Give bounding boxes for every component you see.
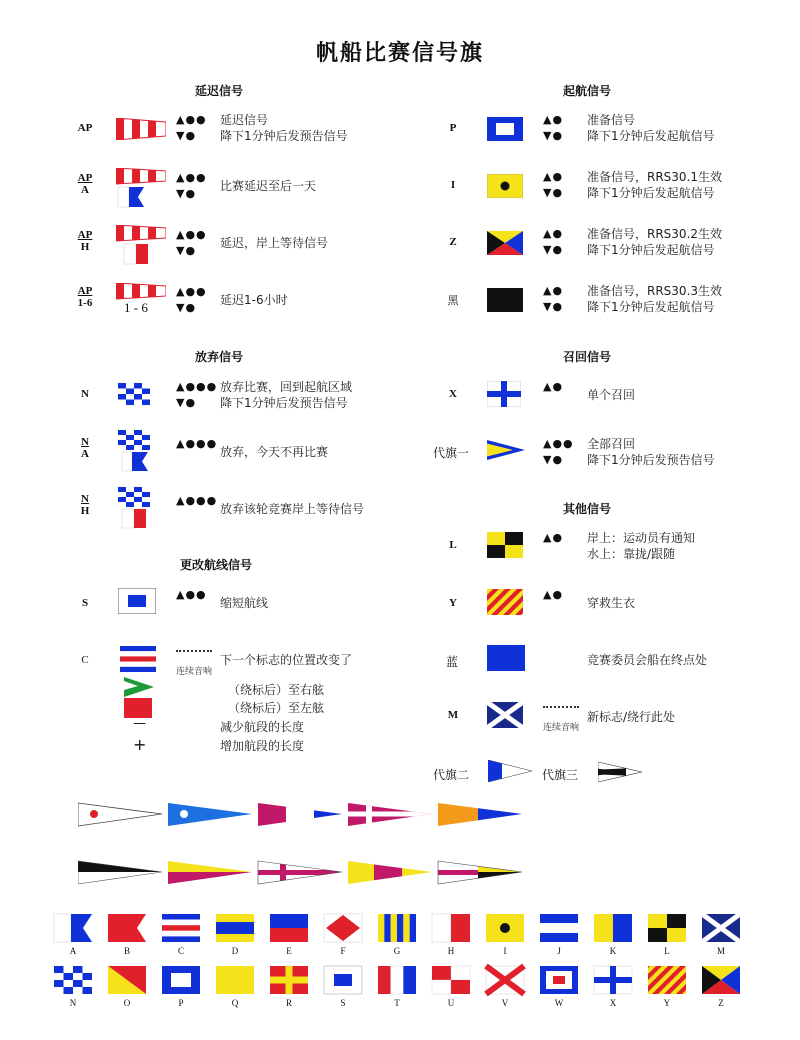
signal-description: （绕标后）至右舷 xyxy=(228,683,325,697)
blue-flag xyxy=(487,645,525,671)
first-substitute-flag xyxy=(487,440,525,460)
flag-l xyxy=(648,914,686,942)
black-flag xyxy=(487,288,523,312)
signal-description: 准备信号，RRS30.3生效 降下1分钟后发起航信号 xyxy=(587,284,723,314)
flag-w xyxy=(540,966,578,994)
sound-signal: ▲● ▼● xyxy=(543,113,564,142)
p-flag xyxy=(487,117,523,141)
flag-label: L xyxy=(664,946,670,956)
flag-i xyxy=(486,914,524,942)
signal-description: 比赛延迟至后一天 xyxy=(220,179,317,193)
c-flag xyxy=(120,646,156,672)
section-other-heading: 其他信号 xyxy=(563,502,612,516)
flag-c xyxy=(162,914,200,942)
sound-signal: ▲●● ▼● xyxy=(543,437,574,466)
flag-label: A xyxy=(69,946,77,956)
flag-h xyxy=(432,914,470,942)
flag-label: O xyxy=(123,998,131,1008)
signal-description: 新标志/绕行此处 xyxy=(587,710,676,724)
flag-k xyxy=(594,914,632,942)
continuous-sound-label: 连续音响 xyxy=(176,667,213,677)
signal-description: 岸上：运动员有通知 水上：靠拢/跟随 xyxy=(587,531,696,561)
signal-description: 单个召回 xyxy=(587,388,636,402)
m-flag xyxy=(487,702,523,728)
flag-label: K xyxy=(609,946,617,956)
sound-signal: ▲●● xyxy=(176,588,207,601)
flag-label: C xyxy=(177,946,184,956)
n-flag xyxy=(118,383,150,405)
flag-j xyxy=(540,914,578,942)
flag-m xyxy=(702,914,740,942)
flag-label: N xyxy=(69,998,77,1008)
flag-label: W xyxy=(554,998,564,1008)
section-abandon-heading: 放弃信号 xyxy=(195,350,244,364)
sound-signal: ▲● xyxy=(543,380,564,393)
signal-description: 减少航段的长度 xyxy=(220,720,305,734)
signal-description: 准备信号，RRS30.2生效 降下1分钟后发起航信号 xyxy=(587,227,723,257)
signal-description: 准备信号 降下1分钟后发起航信号 xyxy=(587,113,715,143)
x-flag xyxy=(487,381,521,407)
minus-symbol: — xyxy=(133,716,146,731)
flag-b xyxy=(108,914,146,942)
code-y: Y xyxy=(449,597,457,609)
second-substitute-flag xyxy=(488,760,532,782)
pennant-5 xyxy=(438,800,524,830)
flag-label: I xyxy=(503,946,507,956)
flag-label: V xyxy=(501,998,509,1008)
flag-label: Y xyxy=(663,998,671,1008)
signal-description: 缩短航线 xyxy=(220,596,269,610)
code-n: N xyxy=(81,388,89,400)
code-i: I xyxy=(450,179,456,191)
sound-signal: ▲● ▼● xyxy=(543,170,564,199)
code-n-a: N A xyxy=(81,436,89,460)
ap-flag xyxy=(116,283,166,301)
flag-e xyxy=(270,914,308,942)
second-substitute-label: 代旗二 xyxy=(433,768,470,782)
continuous-sound-dots xyxy=(176,650,212,652)
sound-signal: ▲● ▼● xyxy=(543,227,564,256)
section-start-heading: 起航信号 xyxy=(563,84,612,98)
code-ap: AP xyxy=(77,122,93,134)
flag-o xyxy=(108,966,146,994)
flag-n xyxy=(54,966,92,994)
third-substitute-label: 代旗三 xyxy=(542,768,579,782)
flag-label: H xyxy=(447,946,455,956)
flag-p xyxy=(162,966,200,994)
flag-label: E xyxy=(286,946,292,956)
flag-u xyxy=(432,966,470,994)
pennant-0 xyxy=(438,858,524,888)
flag-label: F xyxy=(340,946,346,956)
n-h-flags xyxy=(118,487,150,529)
signal-description: 放弃比赛，回到起航区域 降下1分钟后发预告信号 xyxy=(220,380,353,410)
flag-label: T xyxy=(394,998,400,1008)
signal-description: 全部召回 降下1分钟后发预告信号 xyxy=(587,437,715,467)
flag-r xyxy=(270,966,308,994)
continuous-sound-dots xyxy=(543,706,579,708)
section-recall-heading: 召回信号 xyxy=(563,350,612,364)
pennant-8 xyxy=(258,858,344,888)
sound-signal: ▲● xyxy=(543,531,564,544)
flag-label: X xyxy=(609,998,617,1008)
signal-description: 延迟信号 降下1分钟后发预告信号 xyxy=(220,113,348,143)
code-ap-a: AP A xyxy=(77,172,93,196)
flag-label: B xyxy=(123,946,130,956)
flag-g xyxy=(378,914,416,942)
ap-a-flags xyxy=(116,168,166,208)
signal-description: 放弃该轮竞赛岸上等待信号 xyxy=(220,502,365,516)
s-flag xyxy=(118,588,156,614)
flag-q xyxy=(216,966,254,994)
code-n-h: N H xyxy=(80,493,90,517)
sound-signal: ▲● xyxy=(543,588,564,601)
plus-symbol: + xyxy=(133,735,147,754)
flag-label: P xyxy=(178,998,184,1008)
flag-v xyxy=(486,966,524,994)
flag-label: Z xyxy=(718,998,724,1008)
code-s: S xyxy=(81,597,89,609)
code-z: Z xyxy=(449,236,457,248)
sound-signal: ▲●● ▼● xyxy=(176,285,207,314)
flag-label: S xyxy=(340,998,346,1008)
pennant-2 xyxy=(168,803,252,826)
flag-label: G xyxy=(393,946,401,956)
third-substitute-flag xyxy=(598,762,642,782)
signal-description: （绕标后）至左舷 xyxy=(228,701,325,715)
pennant-7 xyxy=(168,858,254,888)
pennant-4 xyxy=(348,800,434,830)
z-flag xyxy=(487,231,523,255)
code-ap-1-6: AP 1-6 xyxy=(77,285,93,309)
code-c: C xyxy=(81,654,89,666)
sound-signal: ▲●● ▼● xyxy=(176,171,207,200)
green-triangle-flag xyxy=(124,677,154,697)
code-l: L xyxy=(449,539,457,551)
signal-description: 延迟1-6小时 xyxy=(220,293,288,307)
l-flag xyxy=(487,532,523,558)
flag-label: R xyxy=(285,998,292,1008)
sound-signal: ▲●●● xyxy=(176,494,218,507)
pennant-9 xyxy=(348,858,434,888)
sound-signal: ▲●● ▼● xyxy=(176,228,207,257)
signal-description: 增加航段的长度 xyxy=(220,739,305,753)
flag-z xyxy=(702,966,740,994)
red-rectangle-flag xyxy=(124,698,152,718)
flag-f xyxy=(324,914,362,942)
flag-label: J xyxy=(557,946,561,956)
flag-label: U xyxy=(447,998,455,1008)
numeral-pennants xyxy=(78,800,528,890)
pennant-3 xyxy=(258,800,344,830)
code-first-substitute: 代旗一 xyxy=(433,446,470,460)
continuous-sound-label: 连续音响 xyxy=(543,723,580,733)
code-x: X xyxy=(449,388,457,400)
signal-description: 下一个标志的位置改变了 xyxy=(220,653,353,667)
pennant-1 xyxy=(78,803,162,826)
pennant-6 xyxy=(78,858,164,888)
sound-signal: ▲●●● xyxy=(176,437,218,450)
code-ap-h: AP H xyxy=(77,229,93,253)
flag-label: D xyxy=(231,946,239,956)
sound-signal: ▲●●● ▼● xyxy=(176,380,218,409)
flag-x xyxy=(594,966,632,994)
flag-label: M xyxy=(716,946,725,956)
signal-description: 准备信号，RRS30.1生效 降下1分钟后发起航信号 xyxy=(587,170,723,200)
n-a-flags xyxy=(118,430,150,472)
i-flag xyxy=(487,174,523,198)
section-postpone-heading: 延迟信号 xyxy=(195,84,244,98)
section-change-heading: 更改航线信号 xyxy=(180,558,253,572)
flag-label: Q xyxy=(231,998,239,1008)
ap-hours-label: 1 - 6 xyxy=(124,300,148,315)
ap-flag xyxy=(116,118,166,140)
flag-s xyxy=(324,966,362,994)
signal-description: 延迟，岸上等待信号 xyxy=(220,236,329,250)
signal-description: 竞赛委员会船在终点处 xyxy=(587,653,708,667)
flag-t xyxy=(378,966,416,994)
signal-description: 放弃，今天不再比赛 xyxy=(220,445,329,459)
flag-a xyxy=(54,914,92,942)
code-m: M xyxy=(447,709,459,721)
code-blue: 蓝 xyxy=(446,655,459,669)
code-p: P xyxy=(449,122,457,134)
flag-d xyxy=(216,914,254,942)
signal-description: 穿救生衣 xyxy=(587,596,636,610)
alphabet-flags xyxy=(50,910,750,1034)
page-title: 帆船比赛信号旗 xyxy=(315,40,484,66)
ap-h-flags xyxy=(116,225,166,265)
code-black: 黑 xyxy=(447,295,459,307)
sound-signal: ▲● ▼● xyxy=(543,284,564,313)
sound-signal: ▲●● ▼● xyxy=(176,113,207,142)
y-flag xyxy=(487,589,523,615)
